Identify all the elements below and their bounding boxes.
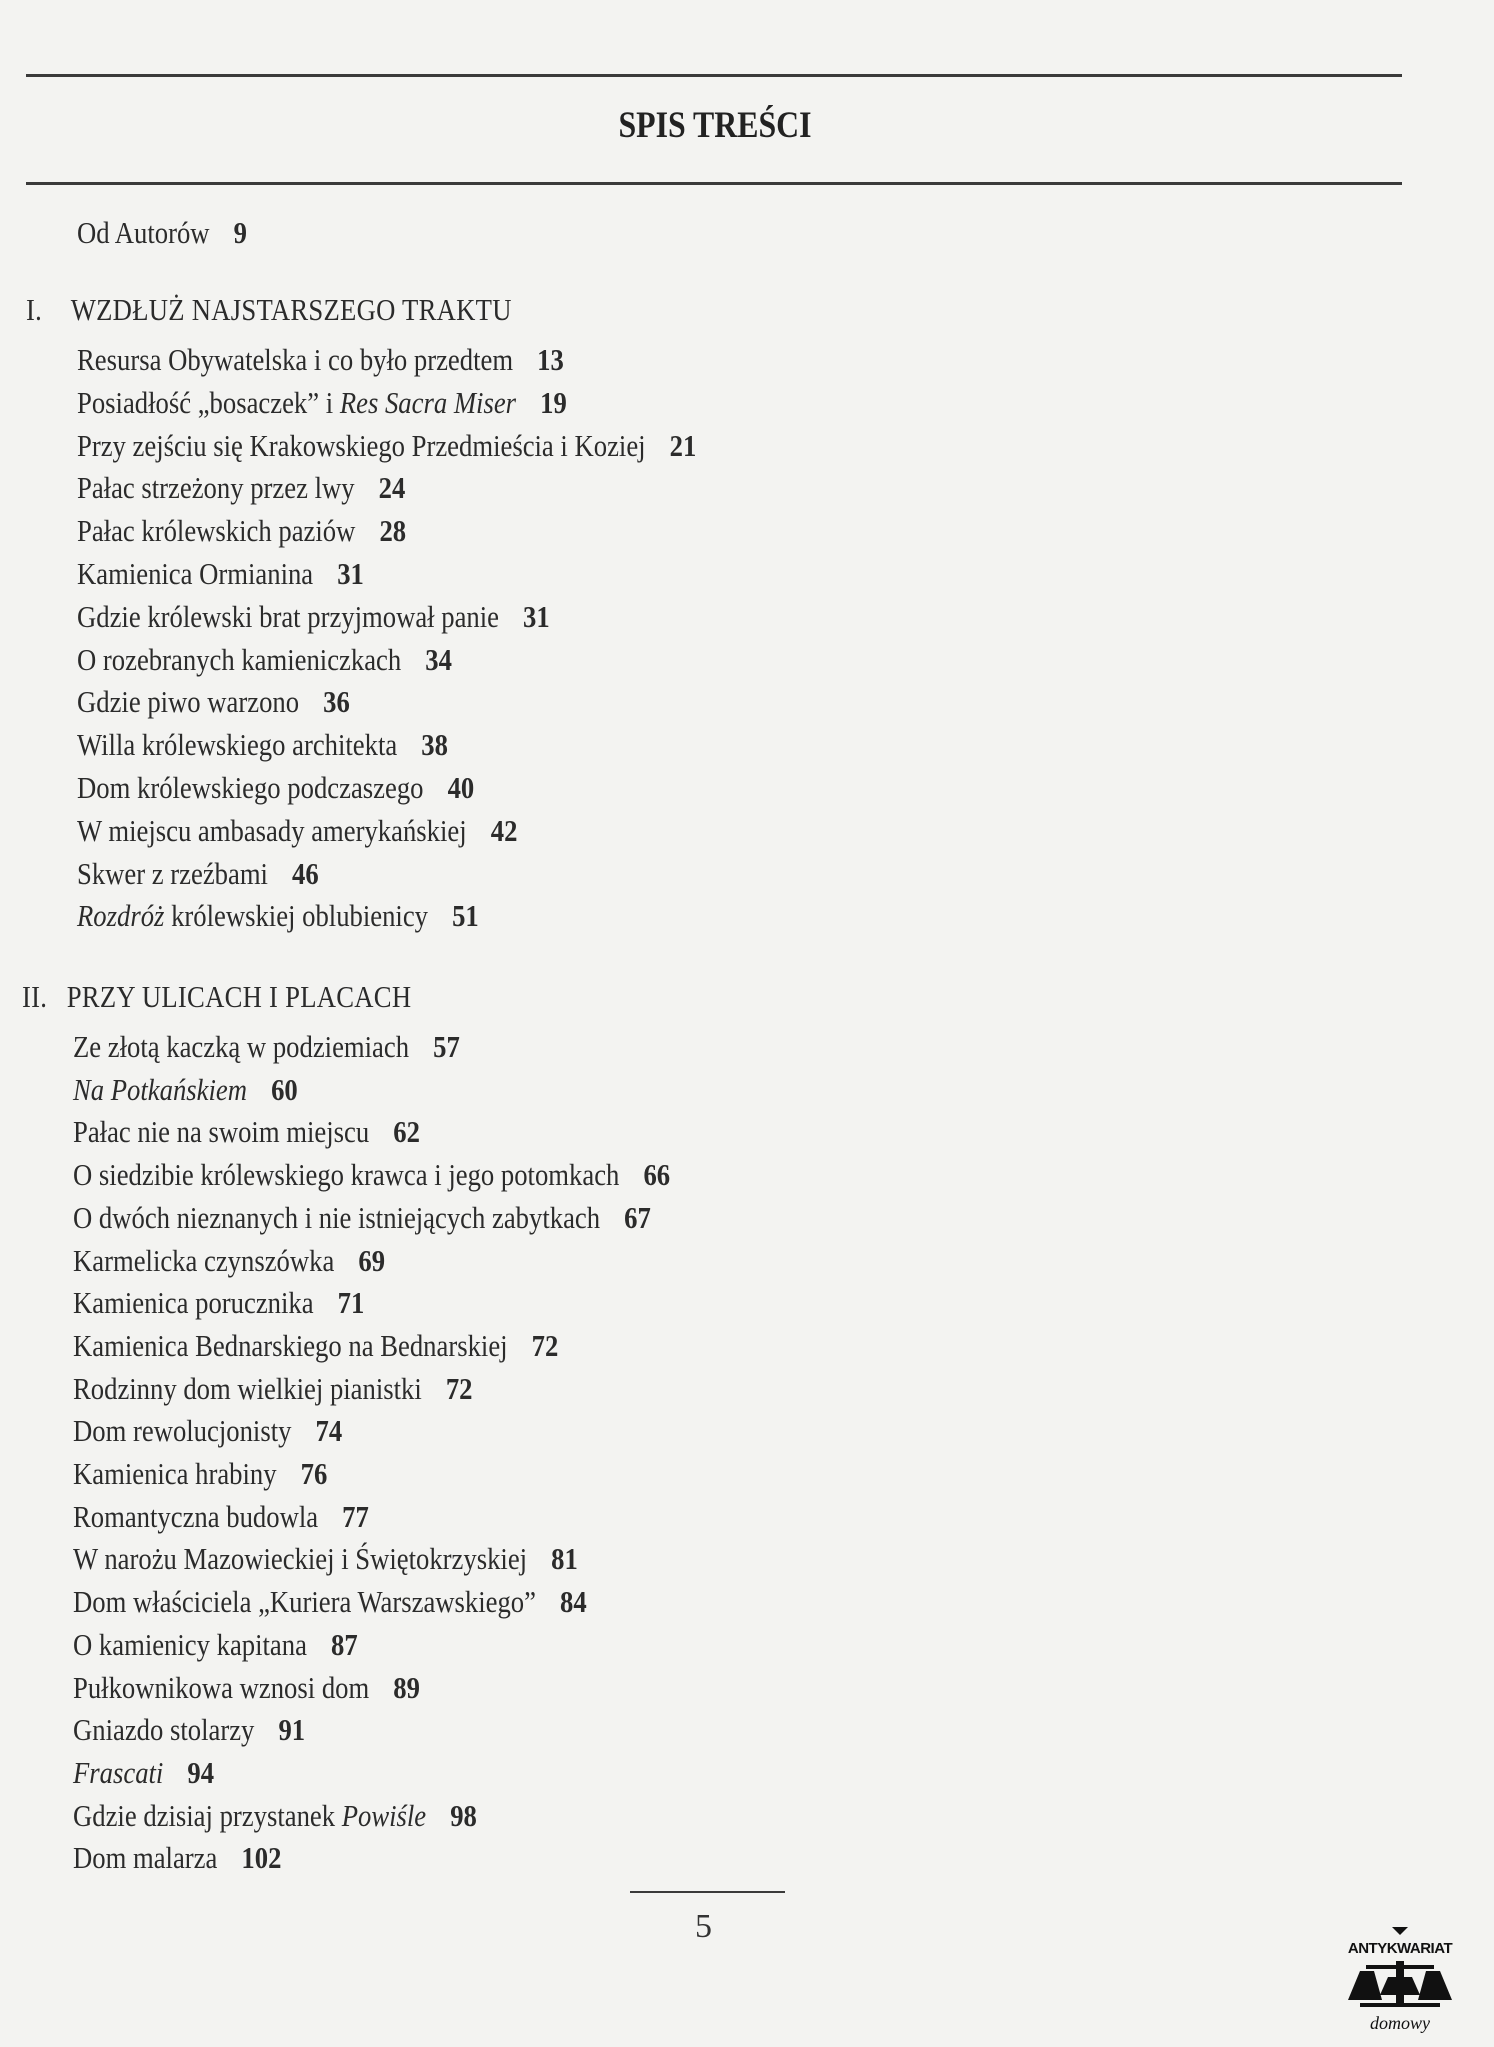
- toc-entry: [77, 468, 405, 508]
- entry-label: Posiadłość „bosaczek” i: [77, 384, 340, 420]
- entry-label: Pałac królewskich paziów: [77, 513, 356, 549]
- entry-page: 72: [531, 1327, 559, 1363]
- toc-entry: [77, 811, 517, 851]
- entry-label: Kamienica Bednarskiego na Bednarskiej: [73, 1327, 508, 1363]
- section-title: WZDŁUŻ NAJSTARSZEGO TRAKTU: [70, 292, 512, 327]
- stamp-text: ANTYKWARIAT: [1347, 1940, 1453, 1957]
- entry-label: Skwer z rzeźbami: [77, 855, 268, 891]
- entry-label: królewskiej oblubienicy: [164, 898, 429, 934]
- toc-entry: [77, 896, 479, 936]
- toc-entry: [73, 1198, 651, 1238]
- entry-page: 28: [379, 513, 407, 549]
- entry-page: 34: [425, 641, 452, 677]
- entry-label: Gdzie dzisiaj przystanek: [73, 1797, 342, 1833]
- entry-label: Gniazdo stolarzy: [73, 1712, 255, 1748]
- entry-page: 57: [433, 1029, 460, 1064]
- toc-entry: [73, 1838, 281, 1878]
- entry-page: 60: [271, 1071, 298, 1107]
- entry-label: O rozebranych kamieniczkach: [77, 641, 402, 677]
- entry-page: 91: [278, 1712, 306, 1748]
- entry-label: Dom malarza: [73, 1840, 218, 1876]
- entry-label: Gdzie piwo warzono: [77, 684, 300, 720]
- entry-label: Dom królewskiego podczaszego: [77, 770, 424, 805]
- entry-label: W miejscu ambasady amerykańskiej: [77, 812, 467, 848]
- toc-entry: [77, 511, 406, 551]
- entry-page: 102: [241, 1840, 282, 1876]
- entry-label: O siedzibie królewskiego krawca i jego potomkach: [73, 1157, 620, 1193]
- toc-entry: [73, 1710, 305, 1750]
- entry-page: 9: [233, 215, 247, 250]
- entry-label: Kamienica porucznika: [73, 1285, 314, 1321]
- toc-entry: [77, 768, 474, 808]
- entry-label: O kamienicy kapitana: [73, 1626, 307, 1662]
- entry-page: 40: [447, 770, 475, 805]
- toc-entry: [73, 1411, 342, 1451]
- toc-entry: [73, 1027, 460, 1067]
- entry-page: 69: [358, 1242, 386, 1278]
- entry-label: Pałac nie na swoim miejscu: [73, 1114, 370, 1150]
- toc-entry: [73, 1369, 473, 1409]
- toc-entry: [73, 1497, 369, 1537]
- entry-page: 76: [300, 1456, 328, 1491]
- toc-entry: [77, 426, 696, 466]
- entry-page: 19: [540, 384, 567, 420]
- entry-label: Karmelicka czynszówka: [73, 1242, 335, 1278]
- entry-label: Res Sacra Miser: [339, 384, 517, 420]
- entry-label: Powiśle: [341, 1797, 427, 1833]
- entry-label: Dom rewolucjonisty: [73, 1413, 292, 1449]
- entry-page: 89: [393, 1669, 420, 1705]
- toc-entry: [77, 725, 448, 765]
- toc-entry: [77, 854, 319, 894]
- stamp-subtext: domowy: [1370, 2013, 1430, 2033]
- page-number: 5: [695, 1908, 712, 1945]
- section-numeral: I.: [26, 292, 43, 327]
- entry-label: Willa królewskiego architekta: [77, 727, 398, 763]
- entry-page: 36: [323, 684, 350, 720]
- toc-entry: [73, 1283, 364, 1323]
- entry-page: 72: [445, 1370, 473, 1406]
- entry-page: 84: [560, 1584, 587, 1620]
- toc-entry: [73, 1625, 358, 1665]
- entry-page: 31: [337, 556, 364, 591]
- toc-entry: [73, 1539, 578, 1579]
- entry-label: Kamienica hrabiny: [73, 1456, 277, 1491]
- toc-entry: [73, 1112, 420, 1152]
- section-title: PRZY ULICACH I PLACACH: [66, 979, 412, 1014]
- toc-entry: [73, 1582, 587, 1622]
- entry-label: Rozdróż: [77, 898, 165, 934]
- section-heading: [26, 290, 512, 330]
- entry-page: 46: [292, 855, 319, 891]
- entry-page: 24: [378, 470, 406, 506]
- entry-label: Ze złotą kaczką w podziemiach: [73, 1029, 410, 1064]
- section-heading: [22, 977, 411, 1017]
- entry-label: Pułkownikowa wznosi dom: [73, 1669, 370, 1705]
- entry-label: W narożu Mazowieckiej i Świętokrzyskiej: [73, 1541, 528, 1577]
- entry-page: 66: [643, 1157, 671, 1193]
- entry-page: 74: [315, 1413, 343, 1449]
- entry-label: Romantyczna budowla: [73, 1498, 319, 1534]
- entry-page: 81: [551, 1541, 578, 1577]
- footer-rule: [630, 1891, 785, 1893]
- toc-entry: [77, 383, 567, 423]
- antykwariat-stamp: [1330, 1925, 1470, 2040]
- entry-page: 77: [342, 1498, 369, 1534]
- toc-entry: [73, 1155, 670, 1195]
- toc-entry: [77, 340, 564, 380]
- entry-label: Od Autorów: [77, 215, 210, 250]
- entry-page: 38: [421, 727, 448, 763]
- toc-entry: [73, 1241, 385, 1281]
- toc-entry: [77, 682, 350, 722]
- entry-page: 71: [337, 1285, 365, 1321]
- entry-page: 42: [490, 812, 518, 848]
- toc-entry-preface: [77, 213, 247, 253]
- toc-entry: [73, 1796, 477, 1836]
- entry-page: 21: [669, 427, 697, 463]
- entry-label: Kamienica Ormianina: [77, 556, 314, 591]
- toc-entry: [73, 1454, 327, 1494]
- toc-entry: [77, 597, 550, 637]
- toc-entry: [77, 554, 364, 594]
- toc-entry: [73, 1753, 214, 1793]
- entry-page: 51: [452, 898, 479, 934]
- toc-entry: [73, 1668, 420, 1708]
- entry-label: Pałac strzeżony przez lwy: [77, 470, 355, 506]
- entry-page: 13: [537, 342, 564, 377]
- entry-label: Dom właściciela „Kuriera Warszawskiego”: [73, 1584, 536, 1620]
- entry-label: Resursa Obywatelska i co było przedtem: [77, 342, 514, 377]
- entry-page: 67: [624, 1199, 651, 1235]
- entry-label: Przy zejściu się Krakowskiego Przedmieścia i Koziej: [77, 427, 646, 463]
- entry-label: Frascati: [73, 1754, 164, 1790]
- entry-page: 62: [393, 1114, 420, 1150]
- entry-page: 98: [450, 1797, 477, 1833]
- toc-entry: [73, 1070, 298, 1110]
- section-numeral: II.: [22, 979, 48, 1014]
- entry-label: Gdzie królewski brat przyjmował panie: [77, 598, 499, 634]
- entry-label: Na Potkańskiem: [73, 1071, 248, 1107]
- entry-page: 94: [187, 1754, 215, 1790]
- page-title: SPIS TREŚCI: [618, 105, 812, 146]
- toc-entry: [73, 1326, 558, 1366]
- entry-label: Rodzinny dom wielkiej pianistki: [73, 1370, 422, 1406]
- toc-entry: [77, 640, 452, 680]
- entry-page: 87: [331, 1626, 358, 1662]
- entry-label: O dwóch nieznanych i nie istniejących zabytkach: [73, 1199, 601, 1235]
- entry-page: 31: [523, 598, 550, 634]
